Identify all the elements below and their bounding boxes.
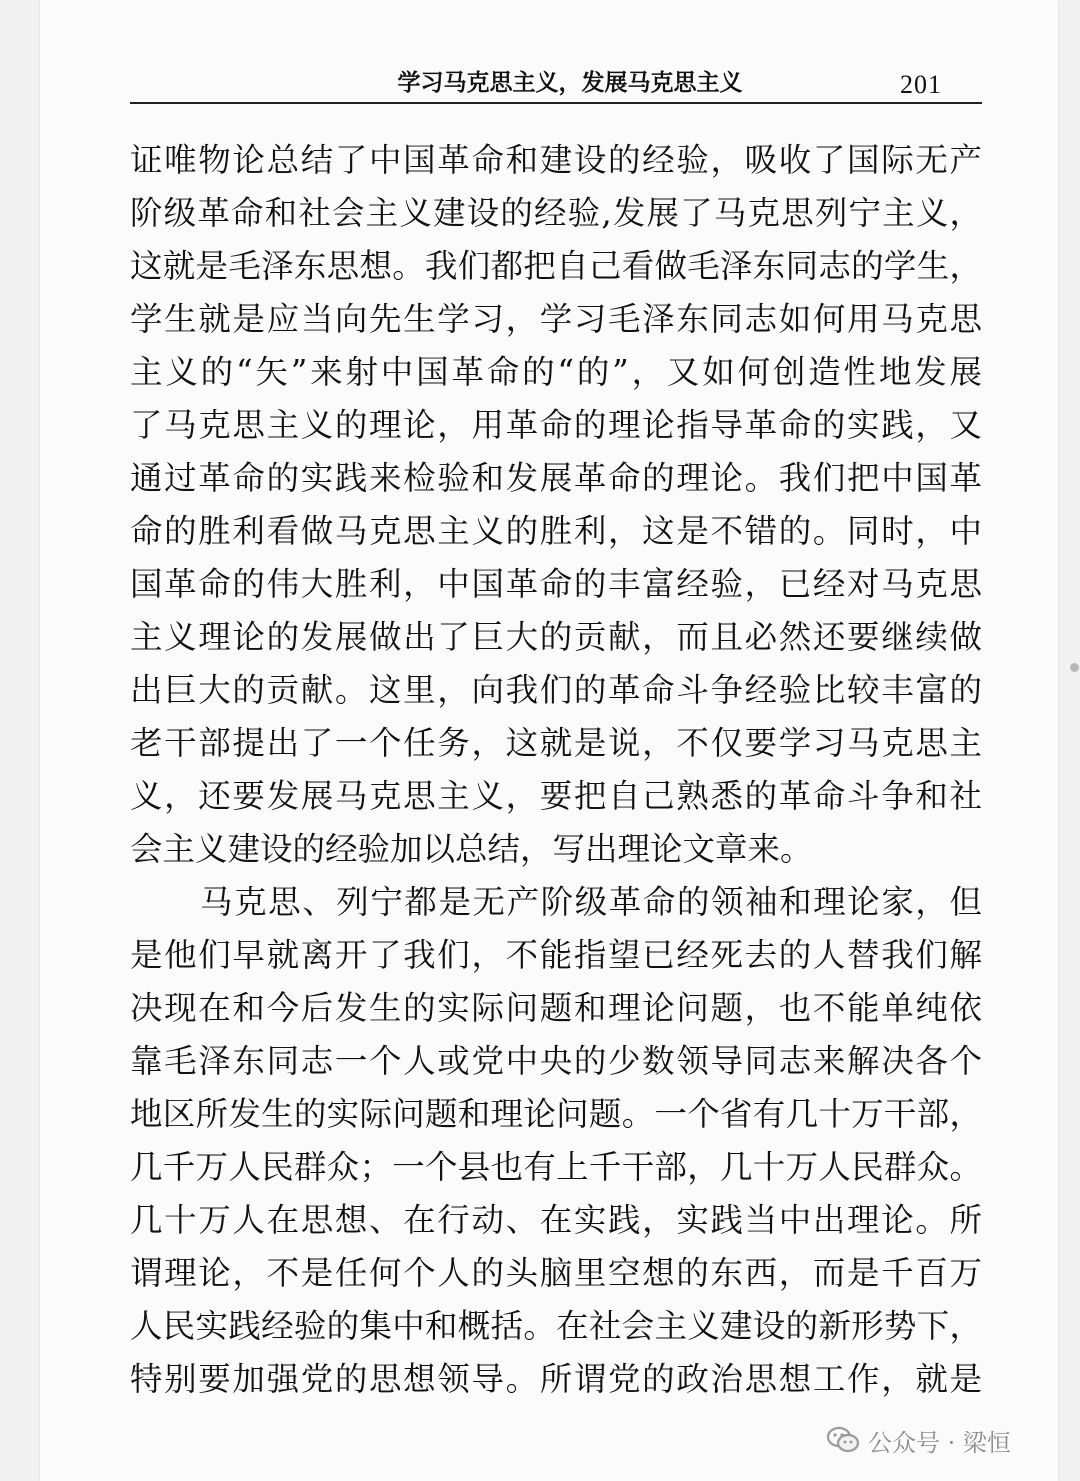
running-header: [130, 66, 982, 104]
wechat-official-account-icon: [826, 1425, 860, 1455]
text-line: 主义理论的发展做出了巨大的贡献，而且必然还要继续做: [130, 618, 982, 656]
text-line: 证唯物论总结了中国革命和建设的经验，吸收了国际无产: [130, 141, 982, 179]
body-text: [130, 134, 982, 1406]
text-line: 了马克思主义的理论，用革命的理论指导革命的实践，又: [130, 406, 982, 444]
text-line: 几千万人民群众；一个县也有上千干部，几十万人民群众。: [130, 1148, 982, 1186]
text-line: 特别要加强党的思想领导。所谓党的政治思想工作，就是: [130, 1360, 982, 1398]
text-line: 地区所发生的实际问题和理论问题。一个省有几十万干部，: [130, 1095, 982, 1133]
text-line: 是他们早就离开了我们，不能指望已经死去的人替我们解: [130, 936, 982, 974]
text-line: 谓理论，不是任何个人的头脑里空想的东西，而是千百万: [130, 1254, 982, 1292]
text-line: 几十万人在思想、在行动、在实践，实践当中出理论。所: [130, 1201, 982, 1239]
text-line: 主义的“矢”来射中国革命的“的”，又如何创造性地发展: [130, 353, 982, 391]
watermark: [826, 1422, 1011, 1458]
text-line: 决现在和今后发生的实际问题和理论问题，也不能单纯依: [130, 989, 982, 1027]
text-line: 义，还要发展马克思主义，要把自己熟悉的革命斗争和社: [130, 777, 982, 815]
running-title: 学习马克思主义，发展马克思主义: [397, 70, 743, 96]
text-line: 人民实践经验的集中和概括。在社会主义建设的新形势下，: [130, 1307, 982, 1345]
page-number: 201: [900, 70, 942, 99]
text-line: 通过革命的实践来检验和发展革命的理论。我们把中国革: [130, 459, 982, 497]
text-line: 命的胜利看做马克思主义的胜利，这是不错的。同时，中: [130, 512, 982, 550]
text-line: 靠毛泽东同志一个人或党中央的少数领导同志来解决各个: [130, 1042, 982, 1080]
text-line: 这就是毛泽东思想。我们都把自己看做毛泽东同志的学生，: [130, 247, 982, 285]
text-line: 国革命的伟大胜利，中国革命的丰富经验，已经对马克思: [130, 565, 982, 603]
text-line: 学生就是应当向先生学习，学习毛泽东同志如何用马克思: [130, 300, 982, 338]
text-line: 阶级革命和社会主义建设的经验,发展了马克思列宁主义，: [130, 194, 982, 232]
watermark-text: 公众号 · 梁恒: [868, 1428, 1011, 1457]
text-line: 老干部提出了一个任务，这就是说，不仅要学习马克思主: [130, 724, 982, 762]
scroll-indicator-dot: [1070, 663, 1079, 672]
paragraph-first-line: 马克思、列宁都是无产阶级革命的领袖和理论家，但: [200, 883, 982, 921]
paragraph-last-line: 会主义建设的经验加以总结，写出理论文章来。: [130, 830, 813, 868]
text-line: 出巨大的贡献。这里，向我们的革命斗争经验比较丰富的: [130, 671, 982, 709]
